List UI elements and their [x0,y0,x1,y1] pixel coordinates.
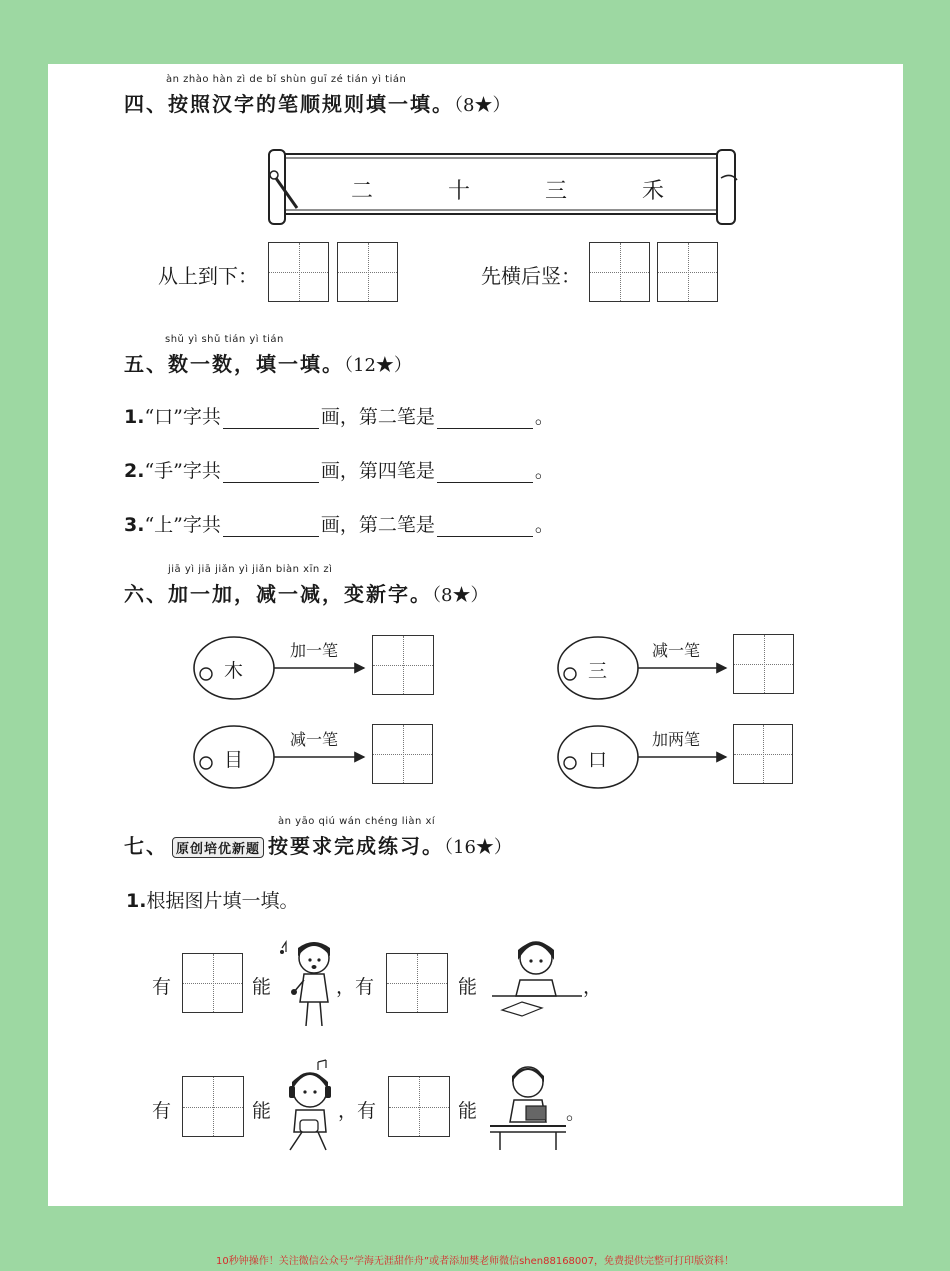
q1-blank-1[interactable] [223,410,319,429]
s5-points: （12★） [344,355,412,376]
transform-op-2: 减一笔 [652,641,701,660]
transform-answer-2[interactable] [733,634,794,694]
s7-q1-text: 根据图片填一填。 [146,890,299,912]
s4-pinyin: àn zhào hàn zì de bǐ shùn guī zé tián yì tián [166,74,407,85]
transform-op-4: 加两笔 [652,730,701,749]
row2-answer-2[interactable] [388,1076,450,1137]
s7-question-1 [126,886,298,913]
q2-text-b: 画，第四笔是 [320,460,435,482]
singing-girl-illustration [276,936,338,1032]
transform-char-1: 木 [224,660,244,682]
scroll-char-1: 二 [351,179,374,204]
row2-neng-1: 能 [252,1100,272,1122]
s4-points: （8★） [454,95,511,116]
q2-end: 。 [534,460,554,482]
s7-points: （16★） [444,837,512,858]
q3-text-a: “上”字共 [144,514,221,536]
q2-text-a: “手”字共 [144,460,221,482]
s6-title: 六、加一加，减一减，变新字。 [124,582,432,606]
q1-end: 。 [534,406,554,428]
s7-title-prefix: 七、 [124,834,168,858]
row1-neng-1: 能 [252,976,272,998]
q3-blank-1[interactable] [223,518,319,537]
q3-blank-2[interactable] [437,518,533,537]
music-girl-illustration [276,1056,342,1156]
row2-you-1: 有 [152,1100,172,1122]
transform-op-3: 减一笔 [290,730,339,749]
transform-op-1: 加一笔 [290,641,339,660]
row1-comma-you: ，有 [336,976,375,998]
q2-number: 2. [124,460,145,482]
scroll-char-2: 十 [448,179,471,204]
label-top-down: 从上到下： [158,264,258,288]
s5-question-1 [124,402,554,429]
s4-title: 四、按照汉字的笔顺规则填一填。 [124,92,454,116]
label-horizontal-vertical: 先横后竖： [481,264,581,288]
transform-answer-4[interactable] [733,724,793,784]
s7-q1-number: 1. [126,890,147,912]
row1-comma: ， [583,976,603,998]
s5-question-3 [124,510,554,537]
s7-pinyin: àn yāo qiú wán chéng liàn xí [278,816,436,827]
transform-answer-1[interactable] [372,635,434,695]
transform-char-2: 三 [588,660,608,682]
q1-text-b: 画，第二笔是 [320,406,435,428]
q1-text-a: “口”字共 [144,406,221,428]
q2-blank-2[interactable] [437,464,533,483]
row1-answer-2[interactable] [386,953,448,1013]
row1-you-1: 有 [152,976,172,998]
scroll-char-3: 三 [545,179,568,204]
q1-blank-2[interactable] [437,410,533,429]
transform-char-4: 口 [588,749,608,771]
s6-points: （8★） [432,585,489,606]
s5-heading [124,348,412,377]
worksheet-page [48,64,903,1206]
answer-box-top-down-1[interactable] [268,242,329,302]
s5-pinyin: shǔ yì shǔ tián yì tián [165,334,284,345]
q3-text-b: 画，第二笔是 [320,514,435,536]
row2-period: 。 [566,1102,586,1124]
row2-neng-2: 能 [458,1100,478,1122]
answer-box-hv-2[interactable] [657,242,718,302]
s5-title: 五、数一数，填一填。 [124,352,344,376]
answer-box-top-down-2[interactable] [337,242,398,302]
q2-blank-1[interactable] [223,464,319,483]
transform-char-3: 目 [224,749,244,771]
s4-heading [124,88,510,117]
s7-heading [124,830,512,859]
s7-title: 按要求完成练习。 [268,834,445,858]
row2-answer-1[interactable] [182,1076,244,1137]
s6-pinyin: jiā yì jiā jiǎn yì jiǎn biàn xīn zì [168,564,333,575]
row1-answer-1[interactable] [182,953,243,1013]
q3-end: 。 [534,514,554,536]
answer-box-hv-1[interactable] [589,242,650,302]
q1-number: 1. [124,406,145,428]
row1-neng-2: 能 [458,976,478,998]
scroll-char-4: 禾 [642,179,665,204]
row2-comma-you: ，有 [338,1100,377,1122]
promo-footer: 10秒钟操作！关注微信公众号“学海无涯甜作舟”或者添加樊老师微信shen88168007，免费提供完整可打印版资料！ [215,1256,735,1267]
reading-girl-illustration [484,936,584,1022]
s6-heading [124,578,488,607]
scroll-illustration [263,148,753,228]
q3-number: 3. [124,514,145,536]
transform-answer-3[interactable] [372,724,433,784]
original-question-badge: 原创培优新题 [172,837,264,858]
s5-question-2 [124,456,554,483]
studying-girl-illustration [486,1060,568,1152]
